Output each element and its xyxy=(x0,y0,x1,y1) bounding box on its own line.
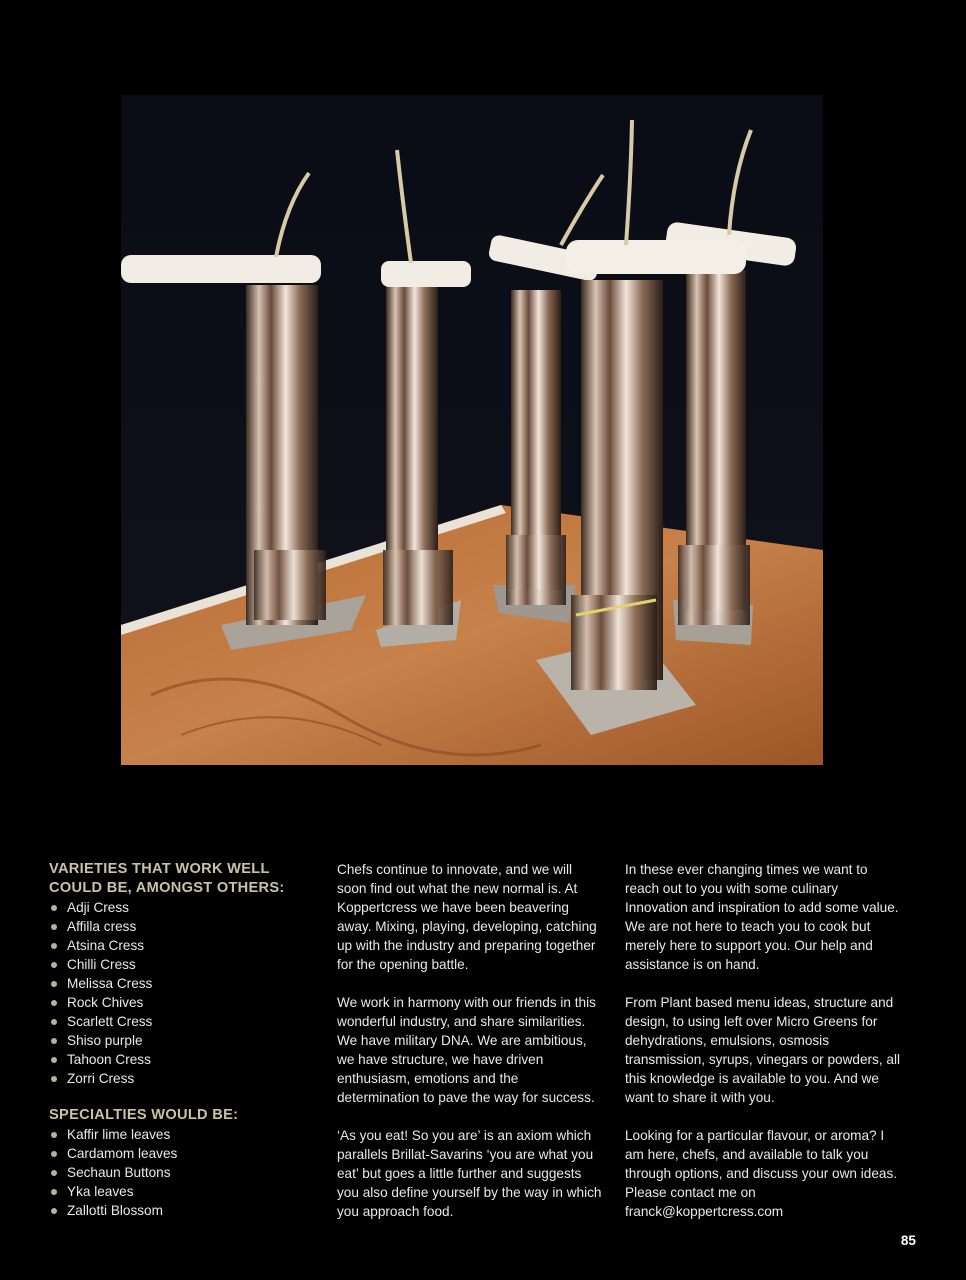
list-item: Chilli Cress xyxy=(49,955,319,974)
varieties-heading: VARIETIES THAT WORK WELL COULD BE, AMONGST OTHERS: xyxy=(49,861,285,896)
specialties-list xyxy=(49,1125,319,1220)
list-item: Tahoon Cress xyxy=(49,1050,319,1069)
paragraph: Chefs continue to innovate, and we will soon find out what the new normal is. At Koppertcress we have been beavering away. Mixing, playing, developing, catching up with the industry and preparing together for the opening battle. xyxy=(337,862,597,972)
varieties-list xyxy=(49,898,319,1088)
list-item: Melissa Cress xyxy=(49,974,319,993)
paragraph: In these ever changing times we want to reach out to you with some culinary Innovation and inspiration to add some value. We are not here to teach you to cook but merely here to support you. Our help and assistance is on hand. xyxy=(625,862,899,972)
list-item: Sechaun Buttons xyxy=(49,1163,319,1182)
list-item: Zallotti Blossom xyxy=(49,1201,319,1220)
paragraph: ‘As you eat! So you are’ is an axiom which parallels Brillat-Savarins ‘you are what you eat’ but goes a little further and suggests you also define yourself by the way in which you approach food. xyxy=(337,1128,602,1219)
list-item: Yka leaves xyxy=(49,1182,319,1201)
list-item: Rock Chives xyxy=(49,993,319,1012)
list-item: Kaffir lime leaves xyxy=(49,1125,319,1144)
column-varieties xyxy=(49,860,319,1238)
list-item: Shiso purple xyxy=(49,1031,319,1050)
column-body-right xyxy=(625,860,900,1240)
paragraph: From Plant based menu ideas, structure and design, to using left over Micro Greens for dehydrations, emulsions, osmosis transmission, syrups, vinegars or powders, all this knowledge is available to you. And we want to share it with you. xyxy=(625,995,901,1105)
list-item: Zorri Cress xyxy=(49,1069,319,1088)
specialties-heading: SPECIALTIES WOULD BE: xyxy=(49,1107,239,1123)
paragraph: Looking for a particular flavour, or aroma? I am here, chefs, and available to talk you through options, and discuss your own ideas. Please contact me on franck@koppertcress.com xyxy=(625,1128,898,1219)
paragraph: We work in harmony with our friends in this wonderful industry, and share similarities. We have military DNA. We are ambitious, we have structure, we have driven enthusiasm, emotions and the determination to pave the way for success. xyxy=(337,995,596,1105)
list-item: Cardamom leaves xyxy=(49,1144,319,1163)
list-item: Adji Cress xyxy=(49,898,319,917)
list-item: Affilla cress xyxy=(49,917,319,936)
list-item: Scarlett Cress xyxy=(49,1012,319,1031)
hero-photo xyxy=(121,95,823,765)
column-body-middle xyxy=(337,860,602,1240)
list-item: Atsina Cress xyxy=(49,936,319,955)
page-number: 85 xyxy=(900,1233,916,1248)
